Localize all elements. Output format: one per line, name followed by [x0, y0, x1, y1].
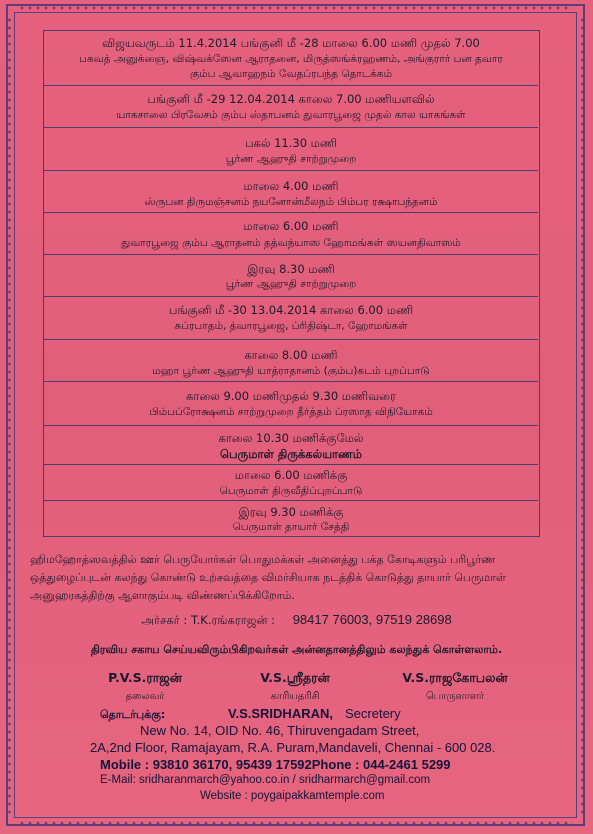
contact-label: தொடர்புக்கு:	[100, 708, 166, 721]
schedule-event: துவாரபூஜை கும்ப ஆராதனம் தத்வந்யாஸ ஹோமங்கள் ஸயனதிவாஸம்	[121, 237, 461, 249]
schedule-time: விஜயவருடம் 11.4.2014 பங்குனி மீ -28 மாலை 6.00 மணி முதல் 7.00	[102, 36, 480, 50]
official-name: V.S.ராஜகோபலன்	[402, 670, 508, 685]
schedule-time: பங்குனி மீ -29 12.04.2014 காலை 7.00 மணியளவில்	[147, 92, 435, 106]
schedule-row	[44, 31, 538, 86]
schedule-event: சுப்ரபாதம், த்வாரபூஜை, ப்ரிதிஷ்டா, ஹோமங்கள்	[174, 320, 408, 332]
official-role: பொருளாளர்	[425, 691, 485, 702]
official-name: V.S.ஸ்ரீதரன்	[260, 670, 330, 685]
schedule-time: காலை 10.30 மணிக்குமேல்	[218, 431, 364, 445]
annadhanam-invite: திரவிய சகாய செய்யவிரும்பிகிறவர்கள் அன்னதானத்திலும் கலந்துக் கொள்ளலாம்.	[90, 643, 503, 656]
official-president	[85, 670, 205, 703]
contact-address-2: 2A,2nd Floor, Ramajayam, R.A. Puram,Mandaveli, Chennai - 600 028.	[90, 740, 496, 755]
schedule-row	[44, 171, 538, 213]
schedule-row	[44, 213, 538, 255]
schedule-row	[44, 340, 538, 382]
official-secretary	[230, 670, 360, 703]
contact-mobile: Mobile : 93810 36170, 95439 17592Phone : 044-2461 5299	[100, 757, 451, 772]
schedule-time: காலை 8.00 மணி	[244, 348, 338, 362]
official-name: P.V.S.ராஜன்	[108, 670, 182, 685]
right-ornament	[580, 16, 585, 816]
schedule-time: காலை 9.00 மணிமுதல் 9.30 மணிவரை	[186, 389, 396, 403]
schedule-event: ஸ்ருபன திருமஞ்சனம் நயனோன்மீலநம் பிம்பர ரக்ஷாபந்தனம்	[144, 196, 438, 208]
official-treasurer	[385, 670, 525, 703]
archakar-label: அர்சகர் : T.K.ரங்கராஜன் :	[141, 613, 276, 627]
schedule-event: பிம்பப்ரோக்ஷனம் சாற்றுமுறை தீர்த்தம் ப்ரஸாத விநியோகம்	[149, 406, 433, 418]
schedule-row	[44, 86, 538, 128]
schedule-row	[44, 426, 538, 465]
schedule-time: பகல் 11.30 மணி	[244, 136, 338, 150]
schedule-event: பகவத் அனுக்ஞை, விஷ்வக்ஸேன ஆராதனை, மிருத்ஸங்க்ரஹணம், அங்குரார் பன தவார	[79, 53, 503, 65]
archakar-phones: 98417 76003, 97519 28698	[292, 612, 452, 627]
schedule-event: பூர்ண ஆஹுதி சாற்றுமுறை	[225, 153, 357, 165]
official-role: தலைவர்	[125, 691, 165, 702]
schedule-time: இரவு 8.30 மணி	[247, 262, 335, 276]
schedule-time: மாலை 6.00 மணிக்கு	[234, 468, 348, 482]
archakar-line	[0, 612, 593, 629]
appeal-line-3: அனுஹரகத்திற்கு ஆளாகும்படி விண்ணப்பிக்கிறோம்.	[30, 589, 295, 602]
schedule-event: பெருமாள் திருவீதிப்புறப்பாடு	[219, 485, 363, 497]
appeal-line-1: ஹிமஹோத்ஸவத்தில் ஊர் பெருயோர்கள் பொதுமக்கள் அனைத்து பக்த கோடிகளும் பரிபூர்ண	[30, 553, 496, 566]
contact-title: Secretery	[345, 706, 401, 721]
contact-name: V.S.SRIDHARAN,	[228, 706, 333, 721]
appeal-line-2: ஒத்துழைப்புடன் கலந்து கொண்டு உற்சவத்தை விமர்சியாக நடத்திக் கொடுத்து தாயார் பெருமாள்	[30, 571, 506, 584]
schedule-event-cont: கும்ப ஆவாஹநம் வேதப்ரபந்த தொடக்கம்	[189, 68, 393, 80]
schedule-row	[44, 501, 538, 536]
contact-email: E-Mail: sridharanmarch@yahoo.co.in / sridharmarch@gmail.com	[100, 774, 431, 786]
schedule-row	[44, 297, 538, 340]
contact-address-1: New No. 14, OID No. 46, Thiruvengadam Street,	[140, 723, 420, 738]
contact-website: Website : poygaipakkamtemple.com	[200, 790, 385, 802]
schedule-time: பங்குனி மீ -30 13.04.2014 காலை 6.00 மணி	[168, 303, 414, 317]
schedule-row	[44, 465, 538, 501]
schedule-event: யாகசாலை பிரவேசம் கும்ப ஸ்தாபனம் துவாரபூஜை முதல் கால யாகங்கள்	[116, 109, 466, 121]
schedule-time: மாலை 6.00 மணி	[243, 219, 339, 233]
schedule-table	[43, 30, 540, 537]
schedule-row	[44, 128, 538, 171]
schedule-event: மஹா பூர்ண ஆஹுதி யாத்ராதானம் (கும்ப)கடம் புறப்பாடு	[152, 365, 430, 377]
schedule-event: பெருமாள் தாயார் சேத்தி	[232, 521, 350, 533]
schedule-time: மாலை 4.00 மணி	[243, 179, 339, 193]
official-role: காரியதரிசி	[270, 691, 320, 702]
schedule-row	[44, 255, 538, 297]
left-ornament	[7, 16, 12, 816]
schedule-row	[44, 382, 538, 426]
schedule-time: இரவு 9.30 மணிக்கு	[238, 505, 344, 519]
bottom-ornament	[18, 820, 573, 826]
schedule-event: பெருமாள் திருக்கல்யாணம்	[220, 447, 362, 461]
top-ornament	[18, 5, 573, 11]
schedule-event: பூர்ண ஆஹுதி சாற்றுமுறை	[225, 278, 357, 290]
